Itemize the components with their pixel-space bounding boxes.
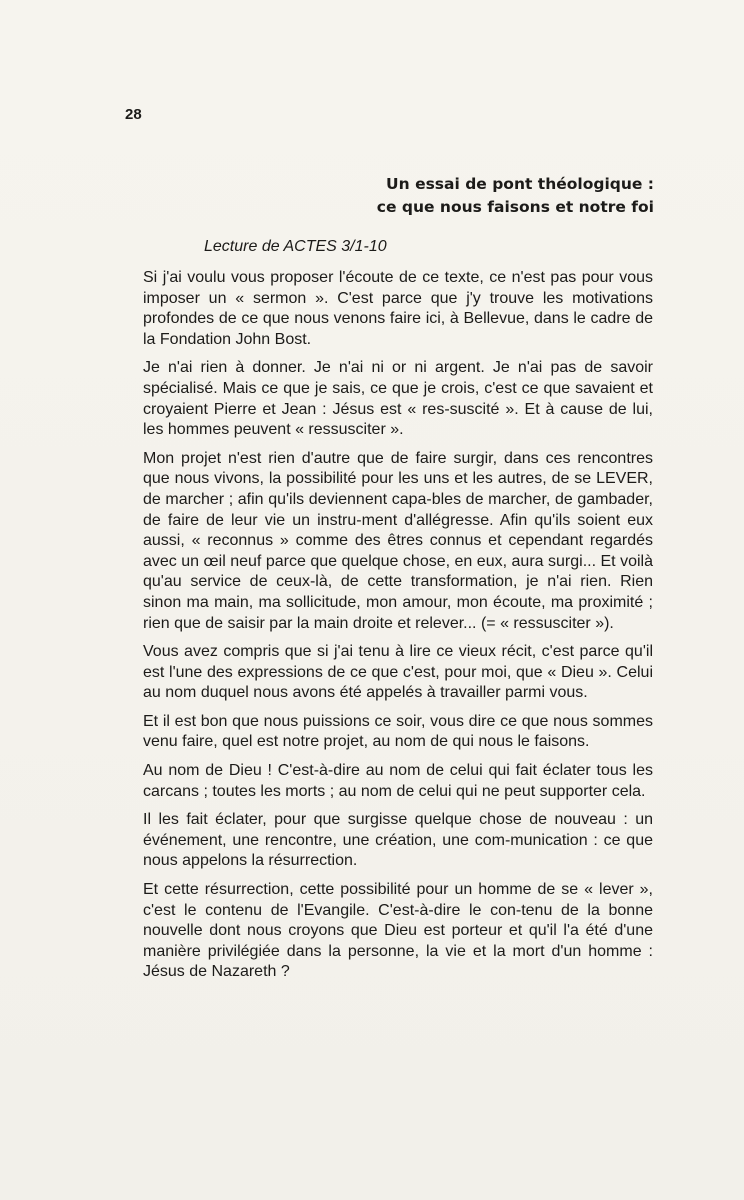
paragraph: Mon projet n'est rien d'autre que de faire surgir, dans ces rencontres que nous vivons, la possibilité pour les uns et les autres, de se LEVER, de marcher ; afin qu'ils deviennent capa-bles de marcher, de gambader, de faire de leur vie un instru-ment d'allégresse. Afin qu'ils soient eux aussi, « reconnus » comme des êtres connus et cependant regardés avec un œil neuf parce que quelque chose, en eux, aura surgi... Et voilà qu'au service de ceux-là, de cette transformation, je n'ai rien. Rien sinon ma main, ma sollicitude, mon amour, mon écoute, ma proximité ; rien que de saisir par la main droite et relever... (= « ressusciter »). (143, 449, 653, 632)
body-text (143, 268, 653, 991)
paragraph: Il les fait éclater, pour que surgisse quelque chose de nouveau : un événement, une rencontre, une création, une com-munication : ce que nous appelons la résurrection. (143, 811, 653, 870)
paragraph: Et cette résurrection, cette possibilité pour un homme de se « lever », c'est le contenu de l'Evangile. C'est-à-dire le con-tenu de la bonne nouvelle dont nous croyons que Dieu est porteur et qu'il l'a été d'une manière privilégiée dans la personne, la vie et la mort d'un homme : Jésus de Nazareth ? (143, 881, 653, 981)
paragraph: Au nom de Dieu ! C'est-à-dire au nom de celui qui fait éclater tous les carcans ; toutes les morts ; au nom de celui qui ne peut supporter cela. (143, 762, 653, 800)
title-line: ce que nous faisons et notre foi (376, 198, 654, 216)
paragraph: Je n'ai rien à donner. Je n'ai ni or ni argent. Je n'ai pas de savoir spécialisé. Mais ce que je sais, ce que je crois, c'est ce que savaient et croyaient Pierre et Jean : Jésus est « res-suscité ». Et à cause de lui, les hommes peuvent « ressusciter ». (143, 359, 653, 439)
paragraph: Si j'ai voulu vous proposer l'écoute de ce texte, ce n'est pas pour vous imposer un « sermon ». C'est parce que j'y trouve les motivations profondes de ce que nous venons faire ici, à Bellevue, dans le cadre de la Fondation John Bost. (143, 269, 653, 348)
paragraph: Vous avez compris que si j'ai tenu à lire ce vieux récit, c'est parce qu'il est l'une des expressions de ce que c'est, pour moi, que « Dieu ». Celui au nom duquel nous avons été appelés à travailler parmi vous. (143, 643, 653, 702)
section-title (354, 173, 654, 219)
page-number: 28 (125, 106, 142, 123)
paragraph: Et il est bon que nous puissions ce soir, vous dire ce que nous sommes venu faire, quel est notre projet, au nom de qui nous le faisons. (143, 712, 653, 751)
reading-reference: Lecture de ACTES 3/1-10 (204, 238, 387, 255)
title-line: Un essai de pont théologique : (386, 175, 654, 193)
